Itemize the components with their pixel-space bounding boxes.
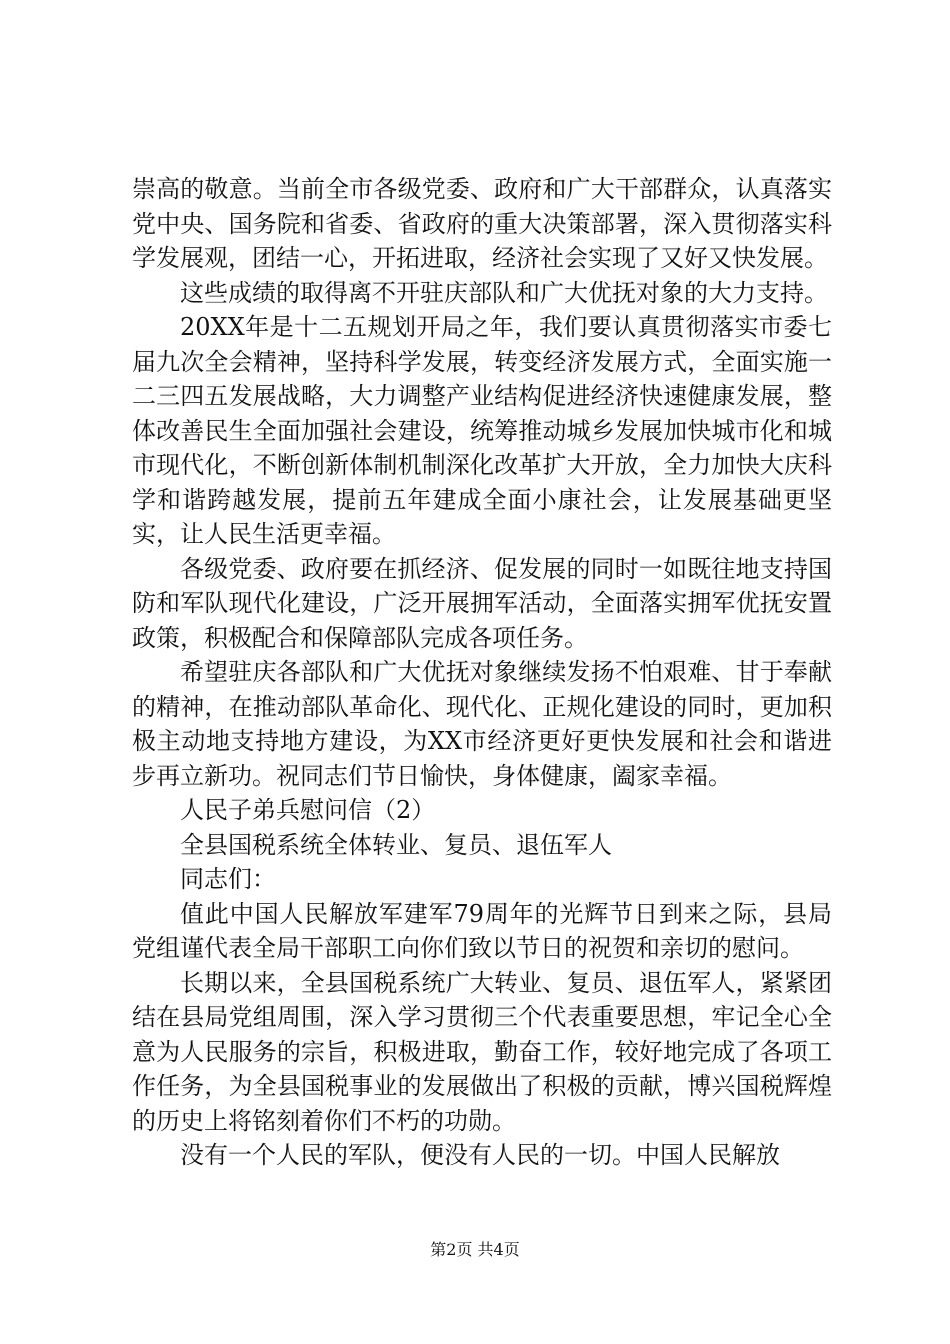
letter-heading: 人民子弟兵慰问信（2） bbox=[180, 796, 436, 824]
letter-recipient: 全县国税系统全体转业、复员、退伍军人 bbox=[180, 830, 612, 859]
paragraph-2: 这些成绩的取得离不开驻庆部队和广大优抚对象的大力支持。 bbox=[180, 278, 828, 307]
paragraph-10: 长期以来，全县国税系统广大转业、复员、退伍军人，紧紧团结在县局党组周围，深入学习贯彻三个代表重要思想，牢记全心全意为人民服务的宗旨，积极进取，勤奋工作，较好地完成了各项工作任务，为全县国税事业的发展做出了积极的贡献，博兴国税辉煌的历史上将铭刻着你们不朽的功勋。 bbox=[132, 968, 832, 1135]
document-body bbox=[132, 172, 832, 1173]
page-number-footer: 第2页 共4页 bbox=[430, 1240, 520, 1259]
paragraph-1: 崇高的敬意。当前全市各级党委、政府和广大干部群众，认真落实党中央、国务院和省委、省政府的重大决策部署，深入贯彻落实科学发展观，团结一心，开拓进取，经济社会实现了又好又快发展。 bbox=[132, 175, 832, 272]
paragraph-3: 20XX年是十二五规划开局之年，我们要认真贯彻落实市委七届九次全会精神，坚持科学发展，转变经济发展方式，全面实施一二三四五发展战略，大力调整产业结构促进经济快速健康发展，整体改善民生全面加强社会建设，统筹推动城乡发展加快城市化和城市现代化，不断创新体制机制深化改革扩大开放，全力加快大庆科学和谐跨越发展，提前五年建成全面小康社会，让发展基础更坚实，让人民生活更幸福。 bbox=[132, 313, 832, 548]
letter-salutation: 同志们： bbox=[180, 865, 276, 893]
paragraph-11: 没有一个人民的军队，便没有人民的一切。中国人民解放 bbox=[180, 1141, 780, 1169]
paragraph-4: 各级党委、政府要在抓经济、促发展的同时一如既往地支持国防和军队现代化建设，广泛开展拥军活动，全面落实拥军优抚安置政策，积极配合和保障部队完成各项任务。 bbox=[132, 554, 832, 652]
paragraph-9: 值此中国人民解放军建军79周年的光辉节日到来之际，县局党组谨代表全局干部职工向你们致以节日的祝贺和亲切的慰问。 bbox=[132, 899, 832, 962]
paragraph-5: 希望驻庆各部队和广大优抚对象继续发扬不怕艰难、甘于奉献的精神，在推动部队革命化、现代化、正规化建设的同时，更加积极主动地支持地方建设，为XX市经济更好更快发展和社会和谐进步再立新功。祝同志们节日愉快，身体健康，阖家幸福。 bbox=[132, 658, 832, 790]
